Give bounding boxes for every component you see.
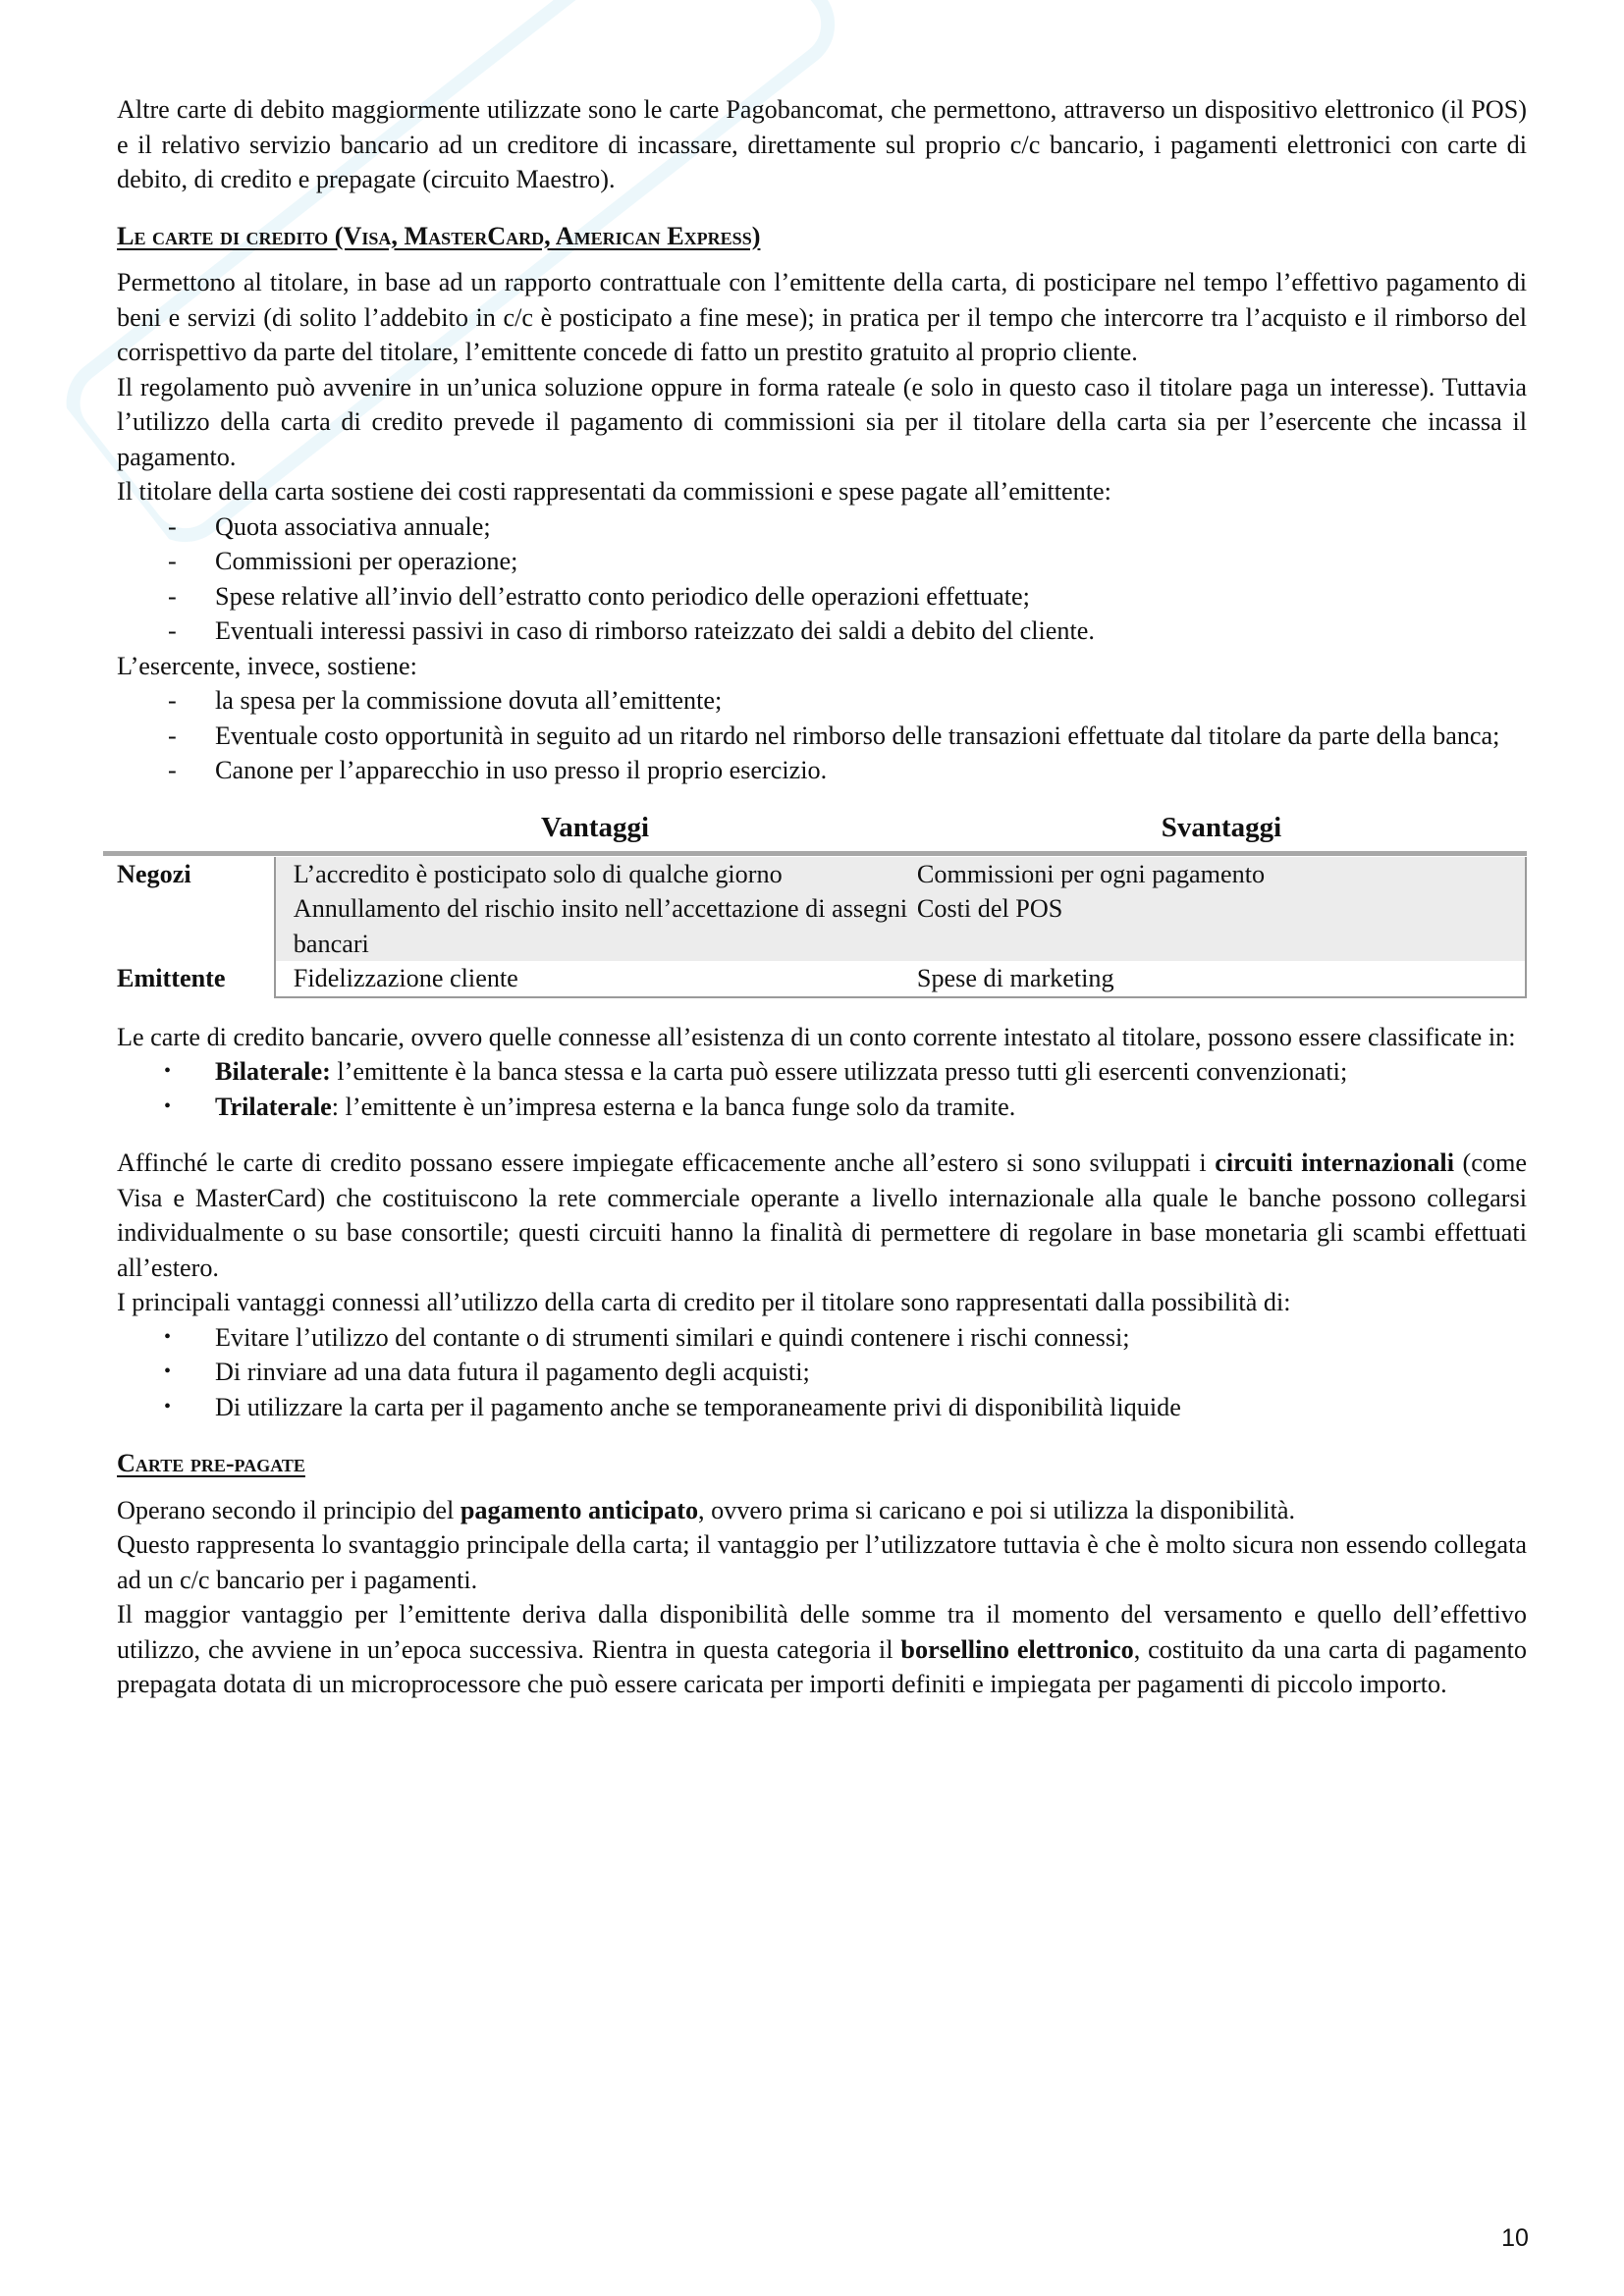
list-item: - Quota associativa annuale; <box>117 509 1527 545</box>
dot-bullet: • <box>164 1095 172 1117</box>
comparison-table <box>117 808 1527 998</box>
table-header-rule <box>103 851 1527 856</box>
list-item: • Di rinviare ad una data futura il pagamento degli acquisti; <box>117 1355 1527 1390</box>
prepaid-para-2: Questo rappresenta lo svantaggio principale della carta; il vantaggio per l’utilizzatore tuttavia è che è molto sicura non essendo collegata ad un c/c bancario per i pagamenti. <box>117 1530 1527 1594</box>
list-item: - Commissioni per operazione; <box>117 544 1527 579</box>
list-item: - la spesa per la commissione dovuta all’emittente; <box>117 683 1527 719</box>
row-pros: Fidelizzazione cliente <box>274 961 917 998</box>
dot-bullet: • <box>164 1361 172 1382</box>
prepaid-para-1: Operano secondo il principio del pagamento anticipato, ovvero prima si caricano e poi si utilizza la disponibilità. <box>117 1495 1296 1524</box>
classification-intro: Le carte di credito bancarie, ovvero quelle connesse all’esistenza di un conto corrente intestato al titolare, possono essere classificate in: <box>117 1022 1516 1051</box>
intro-paragraph: Altre carte di debito maggiormente utilizzate sono le carte Pagobancomat, che permettono, attraverso un dispositivo elettronico (il POS) e il relativo servizio bancario ad un creditore di incassare, direttamente sul proprio c/c bancario, i pagamenti elettronici con carte di debito, di credito e prepagate (circuito Maestro). <box>117 95 1527 193</box>
dash-bullet: - <box>168 721 177 750</box>
dash-bullet: - <box>168 616 177 645</box>
advantages-intro: I principali vantaggi connessi all’utilizzo della carta di credito per il titolare sono rappresentati dalla possibilità di: <box>117 1288 1291 1316</box>
dash-bullet: - <box>168 511 177 541</box>
row-cons: Commissioni per ogni pagamento Costi del POS <box>917 857 1527 962</box>
header-pros: Vantaggi <box>540 811 650 843</box>
page-number: 10 <box>1501 2224 1529 2252</box>
table-row <box>117 857 1527 962</box>
list-item: - Eventuali interessi passivi in caso di rimborso rateizzato dei saldi a debito del cliente. <box>117 614 1527 649</box>
row-cons: Spese di marketing <box>917 961 1527 998</box>
merchant-costs-list <box>117 683 1527 788</box>
holder-costs-list <box>117 509 1527 649</box>
dot-bullet: • <box>164 1395 172 1417</box>
classification-list <box>117 1054 1527 1124</box>
credit-para-1: Permettono al titolare, in base ad un rapporto contrattuale con l’emittente della carta, di posticipare nel tempo l’effettivo pagamento di beni e servizi (di solito l’addebito in c/c è posticipato a fine mese); in pratica per il tempo che intercorre tra l’acquisto e il rimborso del corrispettivo da parte del titolare, l’emittente concede di fatto un prestito gratuito al proprio cliente. <box>117 268 1527 366</box>
section-heading-credit-cards: Le carte di credito (Visa, MasterCard, American Express) <box>117 221 761 250</box>
list-item: • Evitare l’utilizzo del contante o di strumenti similari e quindi contenere i rischi connessi; <box>117 1320 1527 1356</box>
list-item: • Di utilizzare la carta per il pagamento anche se temporaneamente privi di disponibilità liquide <box>117 1390 1527 1425</box>
credit-para-2: Il regolamento può avvenire in un’unica soluzione oppure in forma rateale (e solo in questo caso il titolare paga un interesse). Tuttavia l’utilizzo della carta di credito prevede il pagamento di commissioni sia per il titolare della carta sia per l’esercente che incassa il pagamento. <box>117 372 1527 471</box>
table-row <box>117 961 1527 998</box>
section-heading-prepaid: Carte pre-pagate <box>117 1449 305 1477</box>
credit-para-3: Il titolare della carta sostiene dei costi rappresentati da commissioni e spese pagate all’emittente: <box>117 477 1111 506</box>
list-item: • Bilaterale: l’emittente è la banca stessa e la carta può essere utilizzata presso tutti gli esercenti convenzionati; <box>117 1054 1527 1090</box>
dot-bullet: • <box>164 1325 172 1348</box>
list-item: - Eventuale costo opportunità in seguito ad un ritardo nel rimborso delle transazioni effettuate dal titolare da parte della banca; <box>117 719 1527 754</box>
list-item: - Spese relative all’invio dell’estratto conto periodico delle operazioni effettuate; <box>117 579 1527 614</box>
dash-bullet: - <box>168 581 177 611</box>
list-item: • Trilaterale: l’emittente è un’impresa esterna e la banca funge solo da tramite. <box>117 1090 1527 1125</box>
international-paragraph: Affinché le carte di credito possano essere impiegate efficacemente anche all’estero si sono sviluppati i circuiti internazionali (come Visa e MasterCard) che costituiscono la rete commerciale operante a livello internazionale alla quale le banche possono collegarsi individualmente o su base consortile; questi circuiti hanno la finalità di permettere di regolare in base monetaria gli scambi effettuati all’estero. <box>117 1148 1527 1282</box>
prepaid-para-3: Il maggior vantaggio per l’emittente deriva dalla disponibilità delle somme tra il momento del versamento e quello dell’effettivo utilizzo, che avviene in un’epoca successiva. Rientra in questa categoria il borsellino elettronico, costituito da una carta di pagamento prepagata dotata di un microprocessore che può essere caricata per importi definiti e impiegata per pagamenti di piccolo importo. <box>117 1600 1527 1698</box>
dash-bullet: - <box>168 547 177 575</box>
document-page <box>117 92 1527 1702</box>
dash-bullet: - <box>168 756 177 784</box>
row-label: Emittente <box>117 964 226 992</box>
dash-bullet: - <box>168 686 177 715</box>
list-item: - Canone per l’apparecchio in uso presso il proprio esercizio. <box>117 753 1527 788</box>
dot-bullet: • <box>164 1060 172 1082</box>
row-label: Negozi <box>117 859 191 888</box>
merchant-intro: L’esercente, invece, sostiene: <box>117 651 417 680</box>
row-pros: L’accredito è posticipato solo di qualche giorno Annullamento del rischio insito nell’accettazione di assegni bancari <box>274 857 917 962</box>
table-header <box>117 808 1527 847</box>
header-cons: Svantaggi <box>1161 811 1282 843</box>
advantages-list <box>117 1320 1527 1425</box>
